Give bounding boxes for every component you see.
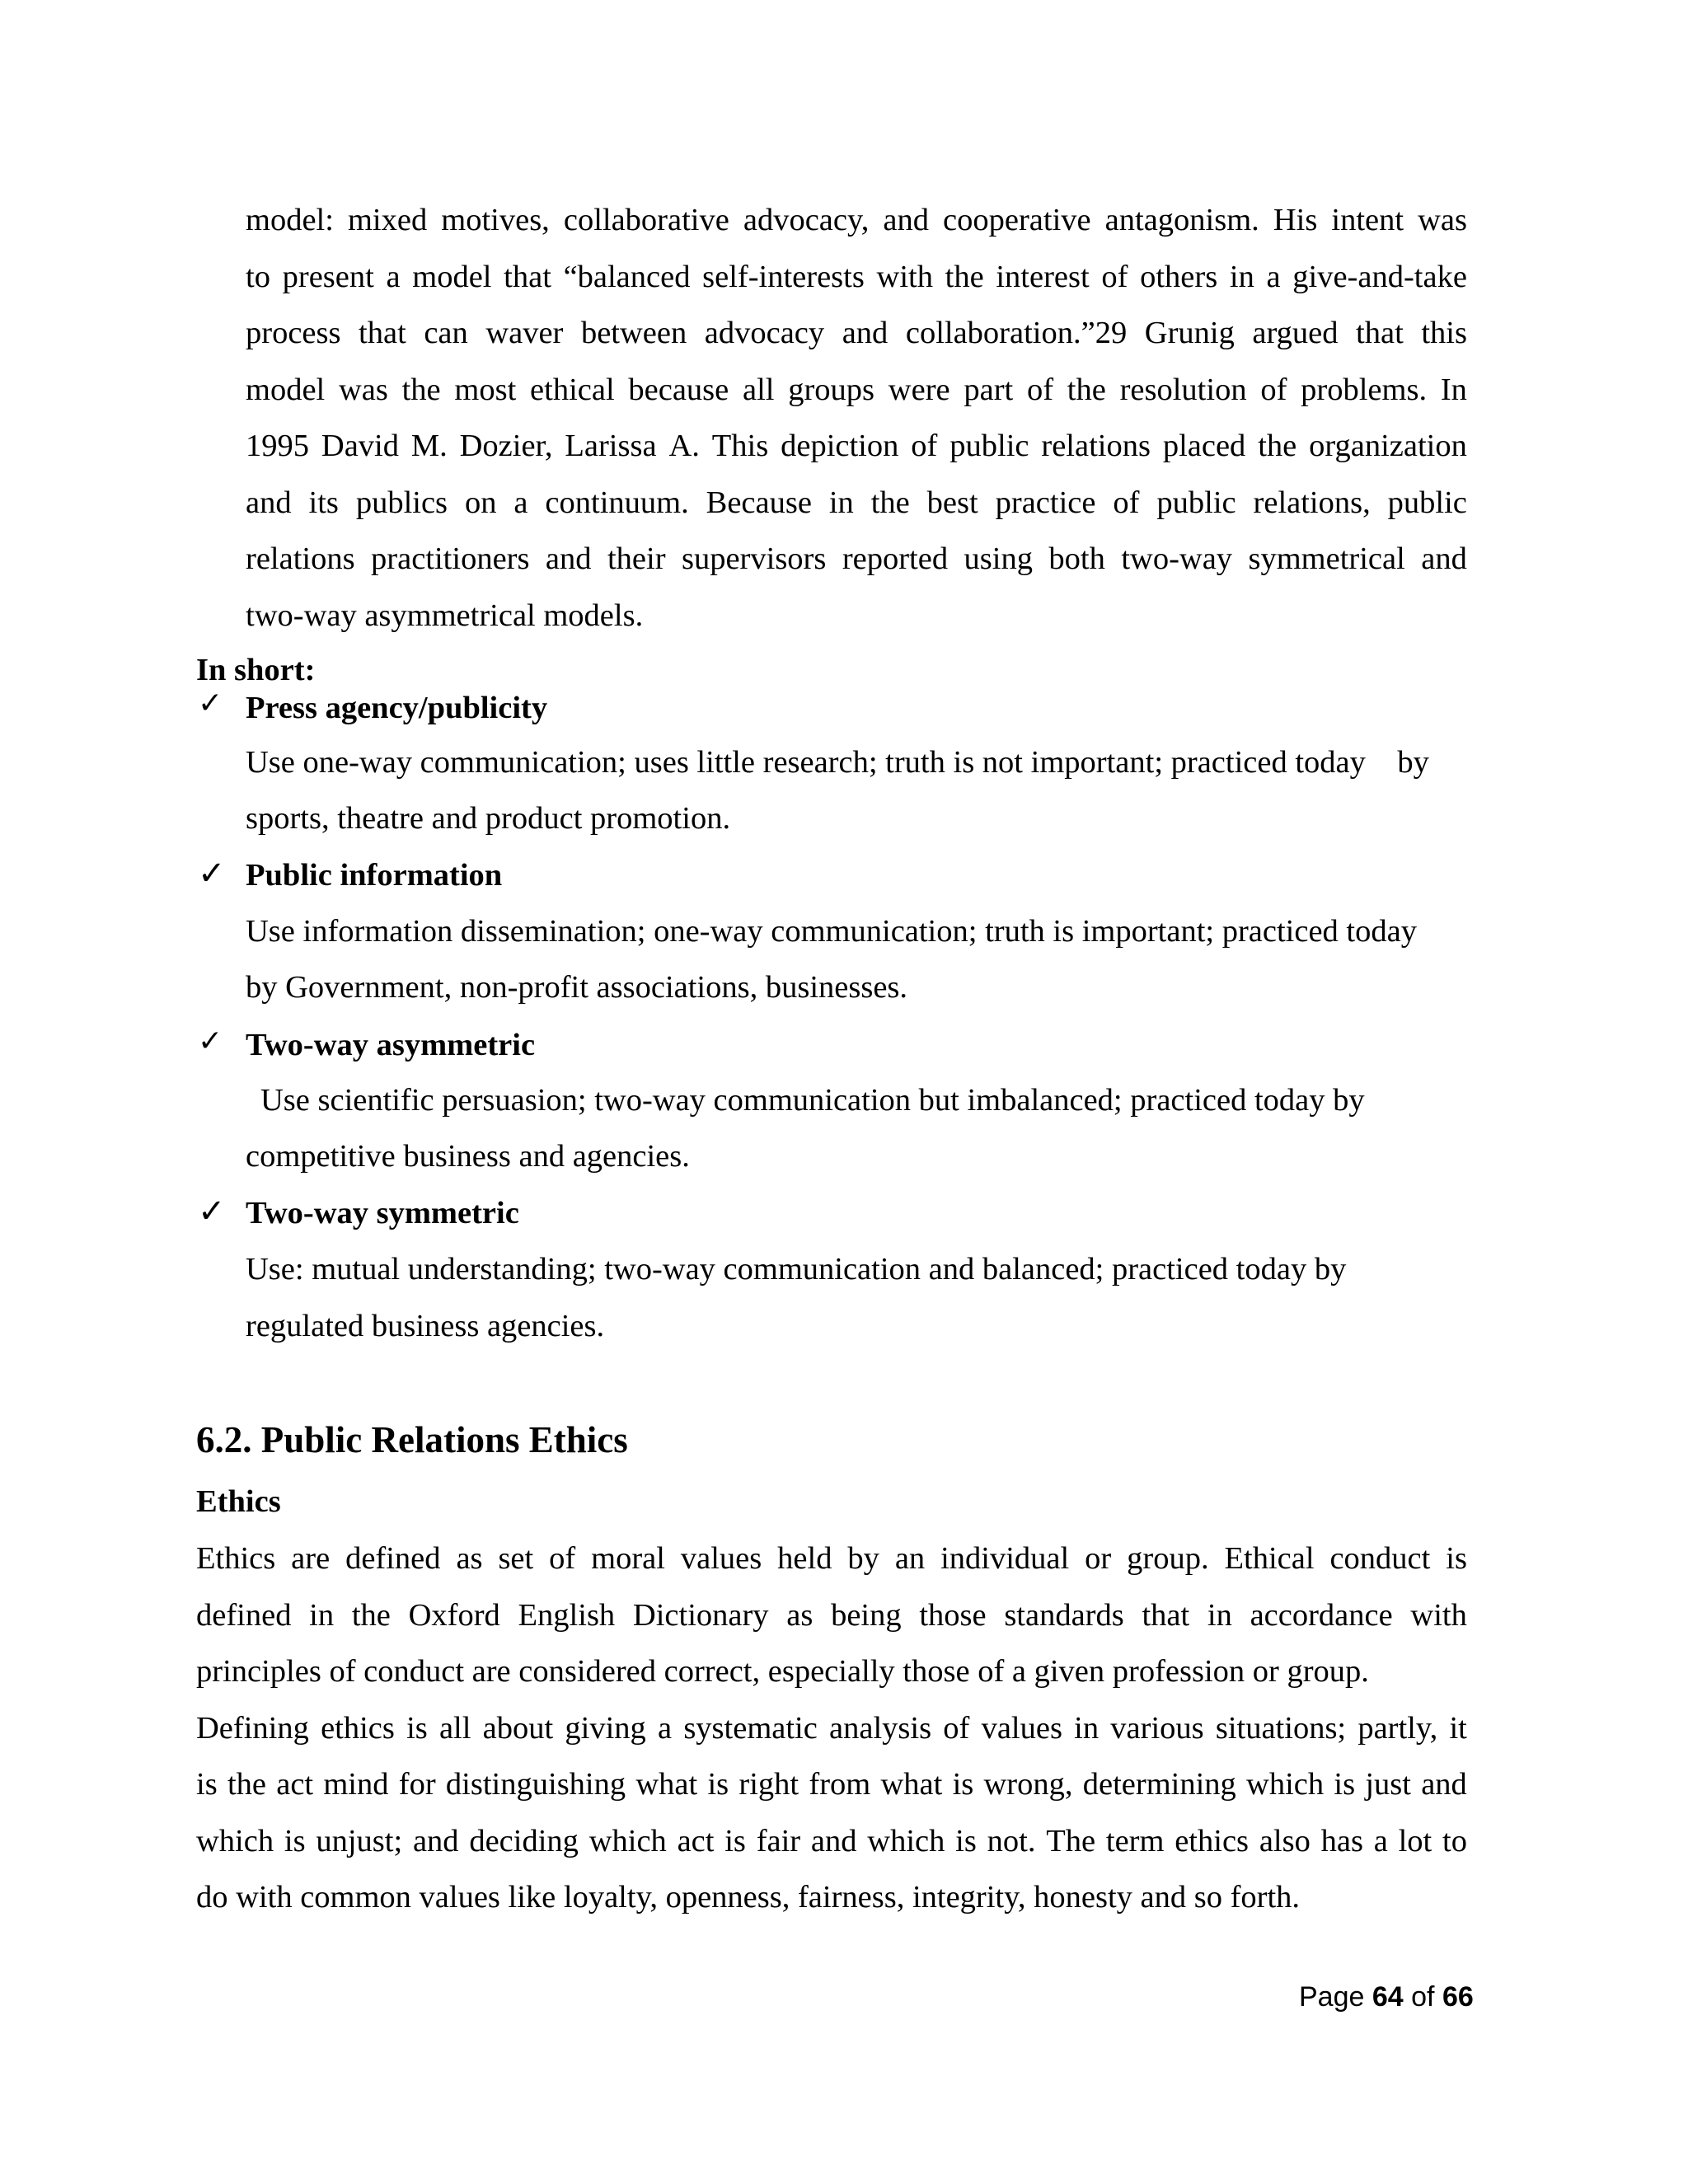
total-pages: 66 bbox=[1442, 1981, 1474, 2013]
checkmark-icon: ✓ bbox=[198, 687, 223, 720]
word: public bbox=[950, 429, 1029, 463]
word: the bbox=[870, 485, 910, 520]
word: others bbox=[1140, 260, 1218, 294]
word: both bbox=[1048, 541, 1105, 576]
list-item-description: Use scientific persuasion; two-way communication but imbalanced; practiced today by bbox=[260, 1083, 1365, 1118]
word: His bbox=[1273, 203, 1318, 237]
word: is bbox=[952, 1767, 974, 1802]
word: act bbox=[677, 1824, 715, 1858]
word: its bbox=[308, 485, 339, 520]
word: Ethics bbox=[196, 1541, 276, 1576]
section-subheading: Ethics bbox=[196, 1484, 281, 1519]
page-number: 64 bbox=[1372, 1981, 1404, 2013]
word: a bbox=[658, 1711, 673, 1746]
word: advocacy bbox=[704, 316, 825, 350]
word: Grunig bbox=[1144, 316, 1235, 350]
word: “balanced bbox=[563, 260, 691, 294]
word: model bbox=[412, 260, 492, 294]
word: mind bbox=[323, 1767, 389, 1802]
paragraph-line: two-way asymmetrical models. bbox=[246, 598, 644, 633]
word: for bbox=[398, 1767, 436, 1802]
word: ethics bbox=[321, 1711, 395, 1746]
word: which bbox=[196, 1824, 274, 1858]
list-item-description: sports, theatre and product promotion. bbox=[246, 801, 731, 836]
word: Ethical bbox=[1224, 1541, 1315, 1576]
word: of bbox=[911, 429, 938, 463]
word: in bbox=[828, 485, 854, 520]
word: of bbox=[1101, 260, 1128, 294]
word: M. bbox=[410, 429, 448, 463]
paragraph-line bbox=[246, 543, 1467, 575]
word: distinguishing bbox=[445, 1767, 626, 1802]
word: best bbox=[926, 485, 978, 520]
word: their bbox=[607, 541, 666, 576]
word: public bbox=[1156, 485, 1236, 520]
word: as bbox=[786, 1598, 814, 1633]
word: is bbox=[196, 1767, 218, 1802]
word: supervisors bbox=[681, 541, 827, 576]
word: resolution bbox=[1119, 373, 1247, 407]
word: that bbox=[359, 316, 406, 350]
word: ethical bbox=[530, 373, 615, 407]
word: right bbox=[738, 1767, 799, 1802]
paragraph-line bbox=[246, 317, 1467, 349]
word: a bbox=[386, 260, 401, 294]
word: which bbox=[588, 1824, 667, 1858]
word: wrong, bbox=[983, 1767, 1073, 1802]
word: determining bbox=[1082, 1767, 1236, 1802]
word: the bbox=[1067, 373, 1106, 407]
word: David bbox=[321, 429, 399, 463]
list-item-title: Two-way symmetric bbox=[246, 1196, 519, 1230]
word: to bbox=[1442, 1824, 1467, 1858]
word: depiction bbox=[781, 429, 899, 463]
word: intent bbox=[1331, 203, 1404, 237]
word: all bbox=[438, 1711, 471, 1746]
word: is bbox=[955, 1824, 977, 1858]
word: relations bbox=[1041, 429, 1151, 463]
word: is bbox=[284, 1824, 306, 1858]
list-item-description: regulated business agencies. bbox=[246, 1309, 605, 1343]
word: The bbox=[1046, 1824, 1096, 1858]
word: defined bbox=[196, 1598, 292, 1633]
word: or bbox=[1085, 1541, 1112, 1576]
word: this bbox=[1421, 316, 1467, 350]
word: what bbox=[635, 1767, 698, 1802]
paragraph-line bbox=[196, 1600, 1467, 1632]
word: relations bbox=[246, 541, 355, 576]
word: moral bbox=[591, 1541, 665, 1576]
word: and bbox=[883, 203, 929, 237]
word: is bbox=[406, 1711, 428, 1746]
word: a bbox=[513, 485, 528, 520]
word: about bbox=[482, 1711, 554, 1746]
list-item-description: Use one-way communication; uses little research; truth is not important; practiced today by bbox=[246, 745, 1429, 780]
word: model bbox=[246, 373, 326, 407]
word: part bbox=[964, 373, 1014, 407]
word: of bbox=[1113, 485, 1140, 520]
word: an bbox=[894, 1541, 926, 1576]
word: English bbox=[518, 1598, 616, 1633]
word: collaborative bbox=[563, 203, 729, 237]
word: reported bbox=[842, 541, 949, 576]
word: model: bbox=[246, 203, 334, 237]
word: mixed bbox=[347, 203, 428, 237]
word: act bbox=[276, 1767, 314, 1802]
word: deciding bbox=[469, 1824, 579, 1858]
word: A. bbox=[668, 429, 700, 463]
paragraph-line bbox=[246, 374, 1467, 406]
word: with bbox=[1410, 1598, 1467, 1633]
word: that bbox=[1142, 1598, 1190, 1633]
page-footer bbox=[1299, 1983, 1474, 2011]
word: in bbox=[1074, 1711, 1100, 1746]
list-item-description: Use: mutual understanding; two-way communication and balanced; practiced today by bbox=[246, 1252, 1347, 1286]
word: the bbox=[1258, 429, 1297, 463]
word: a bbox=[1266, 260, 1281, 294]
word: of bbox=[549, 1541, 576, 1576]
word: are bbox=[291, 1541, 331, 1576]
word: antagonism. bbox=[1104, 203, 1259, 237]
paragraph-line bbox=[196, 1825, 1467, 1858]
word: of bbox=[1026, 373, 1054, 407]
word: Because bbox=[706, 485, 812, 520]
checkmark-icon: ✓ bbox=[198, 855, 226, 893]
word: using bbox=[964, 541, 1033, 576]
word: it bbox=[1449, 1711, 1467, 1746]
word: being bbox=[831, 1598, 902, 1633]
word: can bbox=[424, 316, 468, 350]
word: and bbox=[1421, 541, 1467, 576]
word: were bbox=[888, 373, 950, 407]
word: collaboration.”29 bbox=[905, 316, 1128, 350]
word: the bbox=[351, 1598, 391, 1633]
word: problems. bbox=[1301, 373, 1428, 407]
word: systematic bbox=[683, 1711, 818, 1746]
paragraph-line bbox=[196, 1769, 1467, 1801]
word: analysis bbox=[829, 1711, 932, 1746]
word: cooperative bbox=[943, 203, 1091, 237]
word: In bbox=[1440, 373, 1467, 407]
word: conduct bbox=[1329, 1541, 1431, 1576]
word: of bbox=[1260, 373, 1287, 407]
paragraph-line: principles of conduct are considered correct, especially those of a given profession or group. bbox=[196, 1654, 1369, 1689]
word: process bbox=[246, 316, 341, 350]
word: the bbox=[401, 373, 441, 407]
word: ethics bbox=[1175, 1824, 1250, 1858]
paragraph-line bbox=[196, 1713, 1467, 1745]
word: because bbox=[628, 373, 729, 407]
word: practitioners bbox=[371, 541, 530, 576]
word: organization bbox=[1309, 429, 1467, 463]
in-short-heading: In short: bbox=[196, 653, 316, 687]
word: term bbox=[1105, 1824, 1165, 1858]
word: a bbox=[1373, 1824, 1388, 1858]
word: all bbox=[743, 373, 775, 407]
word: was bbox=[338, 373, 388, 407]
word: fair bbox=[756, 1824, 801, 1858]
word: those bbox=[919, 1598, 987, 1633]
paragraph-line: do with common values like loyalty, openness, fairness, integrity, honesty and so forth. bbox=[196, 1880, 1301, 1915]
word: standards bbox=[1004, 1598, 1124, 1633]
word: waver bbox=[485, 316, 564, 350]
word: that bbox=[504, 260, 551, 294]
word: set bbox=[498, 1541, 534, 1576]
word: held bbox=[777, 1541, 832, 1576]
of-label: of bbox=[1411, 1981, 1435, 2013]
word: two-way bbox=[1121, 541, 1233, 576]
list-item-title: Press agency/publicity bbox=[246, 691, 548, 725]
word: placed bbox=[1162, 429, 1246, 463]
word: and bbox=[545, 541, 592, 576]
list-item-title: Two-way asymmetric bbox=[246, 1028, 536, 1062]
word: as bbox=[456, 1541, 483, 1576]
word: in bbox=[309, 1598, 335, 1633]
word: argued bbox=[1252, 316, 1339, 350]
word: groups bbox=[788, 373, 875, 407]
word: is bbox=[724, 1824, 746, 1858]
word: to bbox=[246, 260, 270, 294]
word: between bbox=[580, 316, 687, 350]
word: situations; bbox=[1215, 1711, 1347, 1746]
word: by bbox=[847, 1541, 879, 1576]
checkmark-icon: ✓ bbox=[198, 1024, 223, 1058]
paragraph-line bbox=[246, 487, 1467, 519]
word: values bbox=[680, 1541, 762, 1576]
checkmark-icon: ✓ bbox=[198, 1193, 226, 1230]
word: giving bbox=[565, 1711, 646, 1746]
word: This bbox=[711, 429, 769, 463]
word: which bbox=[1246, 1767, 1325, 1802]
word: Larissa bbox=[565, 429, 657, 463]
word: also bbox=[1259, 1824, 1311, 1858]
paragraph-line bbox=[196, 1543, 1467, 1575]
word: Defining bbox=[196, 1711, 309, 1746]
word: practice bbox=[995, 485, 1096, 520]
word: which bbox=[867, 1824, 945, 1858]
word: and bbox=[246, 485, 292, 520]
word: and bbox=[842, 316, 889, 350]
word: motives, bbox=[441, 203, 550, 237]
list-item-description: Use information dissemination; one-way communication; truth is important; practiced today bbox=[246, 914, 1417, 949]
list-item-description: competitive business and agencies. bbox=[246, 1139, 690, 1174]
word: individual bbox=[940, 1541, 1070, 1576]
paragraph-line bbox=[246, 204, 1467, 237]
word: from bbox=[809, 1767, 871, 1802]
word: and bbox=[810, 1824, 857, 1858]
word: what bbox=[880, 1767, 943, 1802]
word: is bbox=[1334, 1767, 1356, 1802]
word: with bbox=[876, 260, 933, 294]
word: partly, bbox=[1357, 1711, 1438, 1746]
word: was bbox=[1418, 203, 1467, 237]
list-item-description: by Government, non-profit associations, businesses. bbox=[246, 970, 908, 1005]
word: 1995 bbox=[246, 429, 309, 463]
word: is bbox=[707, 1767, 729, 1802]
word: publics bbox=[355, 485, 448, 520]
word: of bbox=[943, 1711, 970, 1746]
word: present bbox=[282, 260, 374, 294]
word: interest bbox=[996, 260, 1090, 294]
word: just bbox=[1365, 1767, 1411, 1802]
word: give-and-take bbox=[1292, 260, 1467, 294]
word: Oxford bbox=[408, 1598, 500, 1633]
word: Dictionary bbox=[632, 1598, 769, 1633]
word: is bbox=[1446, 1541, 1467, 1576]
word: symmetrical bbox=[1248, 541, 1405, 576]
word: group. bbox=[1127, 1541, 1209, 1576]
word: the bbox=[945, 260, 984, 294]
word: and bbox=[412, 1824, 459, 1858]
list-item-title: Public information bbox=[246, 858, 503, 893]
word: relations, bbox=[1253, 485, 1371, 520]
word: most bbox=[454, 373, 517, 407]
word: in bbox=[1229, 260, 1254, 294]
word: Dozier, bbox=[459, 429, 553, 463]
word: continuum. bbox=[545, 485, 689, 520]
paragraph-line bbox=[246, 261, 1467, 293]
word: defined bbox=[345, 1541, 441, 1576]
word: public bbox=[1387, 485, 1467, 520]
word: advocacy, bbox=[743, 203, 870, 237]
page-label: Page bbox=[1299, 1981, 1365, 2013]
word: and bbox=[1421, 1767, 1467, 1802]
word: unjust; bbox=[316, 1824, 403, 1858]
word: has bbox=[1320, 1824, 1363, 1858]
word: various bbox=[1110, 1711, 1204, 1746]
word: that bbox=[1356, 316, 1404, 350]
word: in bbox=[1207, 1598, 1232, 1633]
word: values bbox=[981, 1711, 1062, 1746]
paragraph-line bbox=[246, 430, 1467, 462]
word: accordance bbox=[1250, 1598, 1393, 1633]
word: the bbox=[227, 1767, 266, 1802]
section-title: 6.2. Public Relations Ethics bbox=[196, 1419, 628, 1460]
word: on bbox=[464, 485, 497, 520]
word: lot bbox=[1398, 1824, 1432, 1858]
word: not. bbox=[987, 1824, 1036, 1858]
word: self-interests bbox=[702, 260, 865, 294]
